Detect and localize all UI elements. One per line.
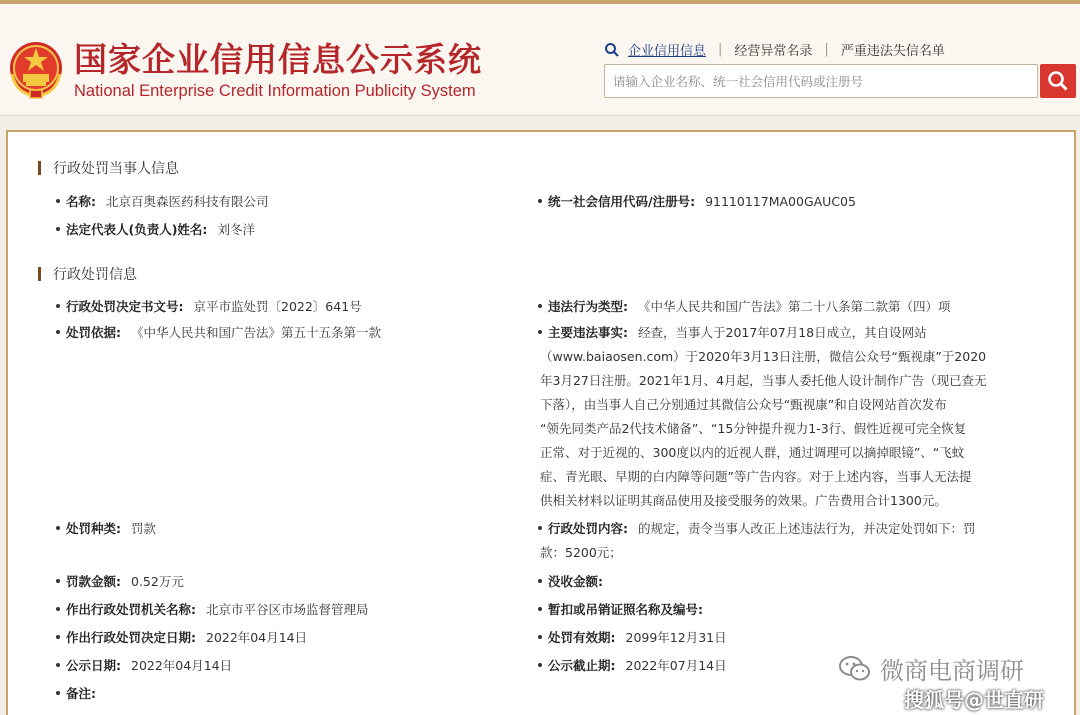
facts-line: 经查，当事人于2017年07月18日成立，其自设网站 xyxy=(638,325,927,340)
field-publish-end xyxy=(538,654,727,678)
validity-date: 2099年12月31日 xyxy=(625,630,727,645)
watermark-wechat xyxy=(838,651,1024,686)
legal-rep-name: 刘冬洋 xyxy=(217,222,255,237)
credit-code: 91110117MA00GAUC05 xyxy=(705,194,856,209)
field-label: 名称: xyxy=(66,194,96,209)
field-authority xyxy=(56,598,369,622)
search-box xyxy=(604,64,1038,98)
watermark-text: 微商电商调研 xyxy=(880,657,1024,685)
field-label: 行政处罚决定书文号: xyxy=(66,299,184,314)
field-label: 作出行政处罚决定日期: xyxy=(66,630,196,645)
facts-line: 年3月27日注册。2021年1月、4月起，当事人委托他人设计制作广告（现已查无 xyxy=(540,373,987,388)
company-name: 北京百奥森医药科技有限公司 xyxy=(106,194,269,209)
field-label: 暂扣或吊销证照名称及编号: xyxy=(548,602,703,617)
field-penalty-content xyxy=(538,517,976,541)
top-nav xyxy=(604,40,945,59)
field-credit-code xyxy=(538,190,856,214)
penalty-section-title xyxy=(38,264,137,284)
party-section-title xyxy=(38,158,179,178)
facts-line: 下落），由当事人自己分别通过其微信公众号“甄视康”和自设网站首次发布 xyxy=(540,397,947,412)
search-input[interactable] xyxy=(605,65,1037,97)
field-main-facts xyxy=(538,321,927,345)
field-label: 统一社会信用代码/注册号: xyxy=(548,194,696,209)
nav-blacklist[interactable]: 严重违法失信名单 xyxy=(840,44,945,59)
site-header xyxy=(0,4,1080,116)
publish-date: 2022年04月14日 xyxy=(131,658,233,673)
field-name xyxy=(56,190,269,214)
section-title-text: 行政处罚信息 xyxy=(53,267,137,283)
nav-separator: | xyxy=(718,42,723,57)
field-label: 罚款金额: xyxy=(66,574,121,589)
field-basis xyxy=(56,321,381,345)
field-fine-amount xyxy=(56,570,184,594)
field-label: 作出行政处罚机关名称: xyxy=(66,602,196,617)
penalty-basis: 《中华人民共和国广告法》第五十五条第一款 xyxy=(131,325,382,340)
nav-separator: | xyxy=(824,42,829,57)
section-marker xyxy=(38,161,41,175)
search-button[interactable] xyxy=(1040,64,1076,98)
search-icon xyxy=(604,42,620,58)
field-violation-type xyxy=(538,295,951,319)
watermark-sohu: 搜狐号@世直研 xyxy=(904,688,1044,712)
decision-doc-number: 京平市监处罚〔2022〕641号 xyxy=(193,299,362,314)
field-publish-date xyxy=(56,654,232,678)
field-remark xyxy=(56,682,96,706)
field-legal-rep xyxy=(56,218,255,242)
content-line: 的规定，责令当事人改正上述违法行为，并决定处罚如下：罚 xyxy=(638,521,976,536)
magnifier-icon xyxy=(1047,70,1069,92)
field-validity xyxy=(538,626,727,650)
field-decision-date xyxy=(56,626,307,650)
facts-line: “领先同类产品2代技术储备”、“15分钟提升视力1-3行、假性近视可完全恢复 xyxy=(540,421,967,436)
field-confiscation xyxy=(538,570,603,594)
violation-type: 《中华人民共和国广告法》第二十八条第二款第（四）项 xyxy=(638,299,951,314)
facts-text xyxy=(540,345,1040,513)
facts-line: （www.baiaosen.com）于2020年3月13日注册，微信公众号“甄视康”于2020 xyxy=(540,349,987,364)
section-marker xyxy=(38,267,41,281)
nav-abnormal-list[interactable]: 经营异常名录 xyxy=(734,44,813,59)
field-label: 行政处罚内容: xyxy=(548,521,628,536)
national-emblem-icon xyxy=(8,38,64,100)
site-title-cn: 国家企业信用信息公示系统 xyxy=(74,40,482,79)
site-title-en: National Enterprise Credit Information Publicity System xyxy=(74,82,476,100)
field-label: 处罚种类: xyxy=(66,521,121,536)
wechat-icon xyxy=(838,655,872,683)
field-license xyxy=(538,598,703,622)
facts-line: 供相关材料以证明其商品使用及接受服务的效果。广告费用合计1300元。 xyxy=(540,493,947,508)
field-label: 没收金额: xyxy=(548,574,603,589)
field-label: 法定代表人(负责人)姓名: xyxy=(66,222,208,237)
field-label: 主要违法事实: xyxy=(548,325,628,340)
field-label: 违法行为类型: xyxy=(548,299,628,314)
content-line: 款：5200元； xyxy=(540,545,622,560)
field-label: 处罚依据: xyxy=(66,325,121,340)
decision-date: 2022年04月14日 xyxy=(206,630,308,645)
field-label: 公示日期: xyxy=(66,658,121,673)
section-title-text: 行政处罚当事人信息 xyxy=(53,161,179,177)
penalty-detail-card xyxy=(6,130,1076,715)
field-label: 公示截止期: xyxy=(548,658,616,673)
authority-name: 北京市平谷区市场监督管理局 xyxy=(206,602,369,617)
field-label: 处罚有效期: xyxy=(548,630,616,645)
fine-amount: 0.52万元 xyxy=(131,574,184,589)
penalty-kind: 罚款 xyxy=(131,521,157,536)
nav-enterprise-credit[interactable]: 企业信用信息 xyxy=(628,44,707,59)
field-penalty-kind xyxy=(56,517,156,541)
publish-end-date: 2022年07月14日 xyxy=(625,658,727,673)
facts-line: 症、青光眼、早期的白内障等问题”等广告内容。对于上述内容，当事人无法提 xyxy=(540,469,972,484)
facts-line: 正常、对于近视的、300度以内的近视人群，通过调理可以摘掉眼镜”、“飞蚊 xyxy=(540,445,965,460)
content-text xyxy=(540,541,1040,565)
field-decision-doc xyxy=(56,295,362,319)
field-label: 备注: xyxy=(66,686,96,701)
